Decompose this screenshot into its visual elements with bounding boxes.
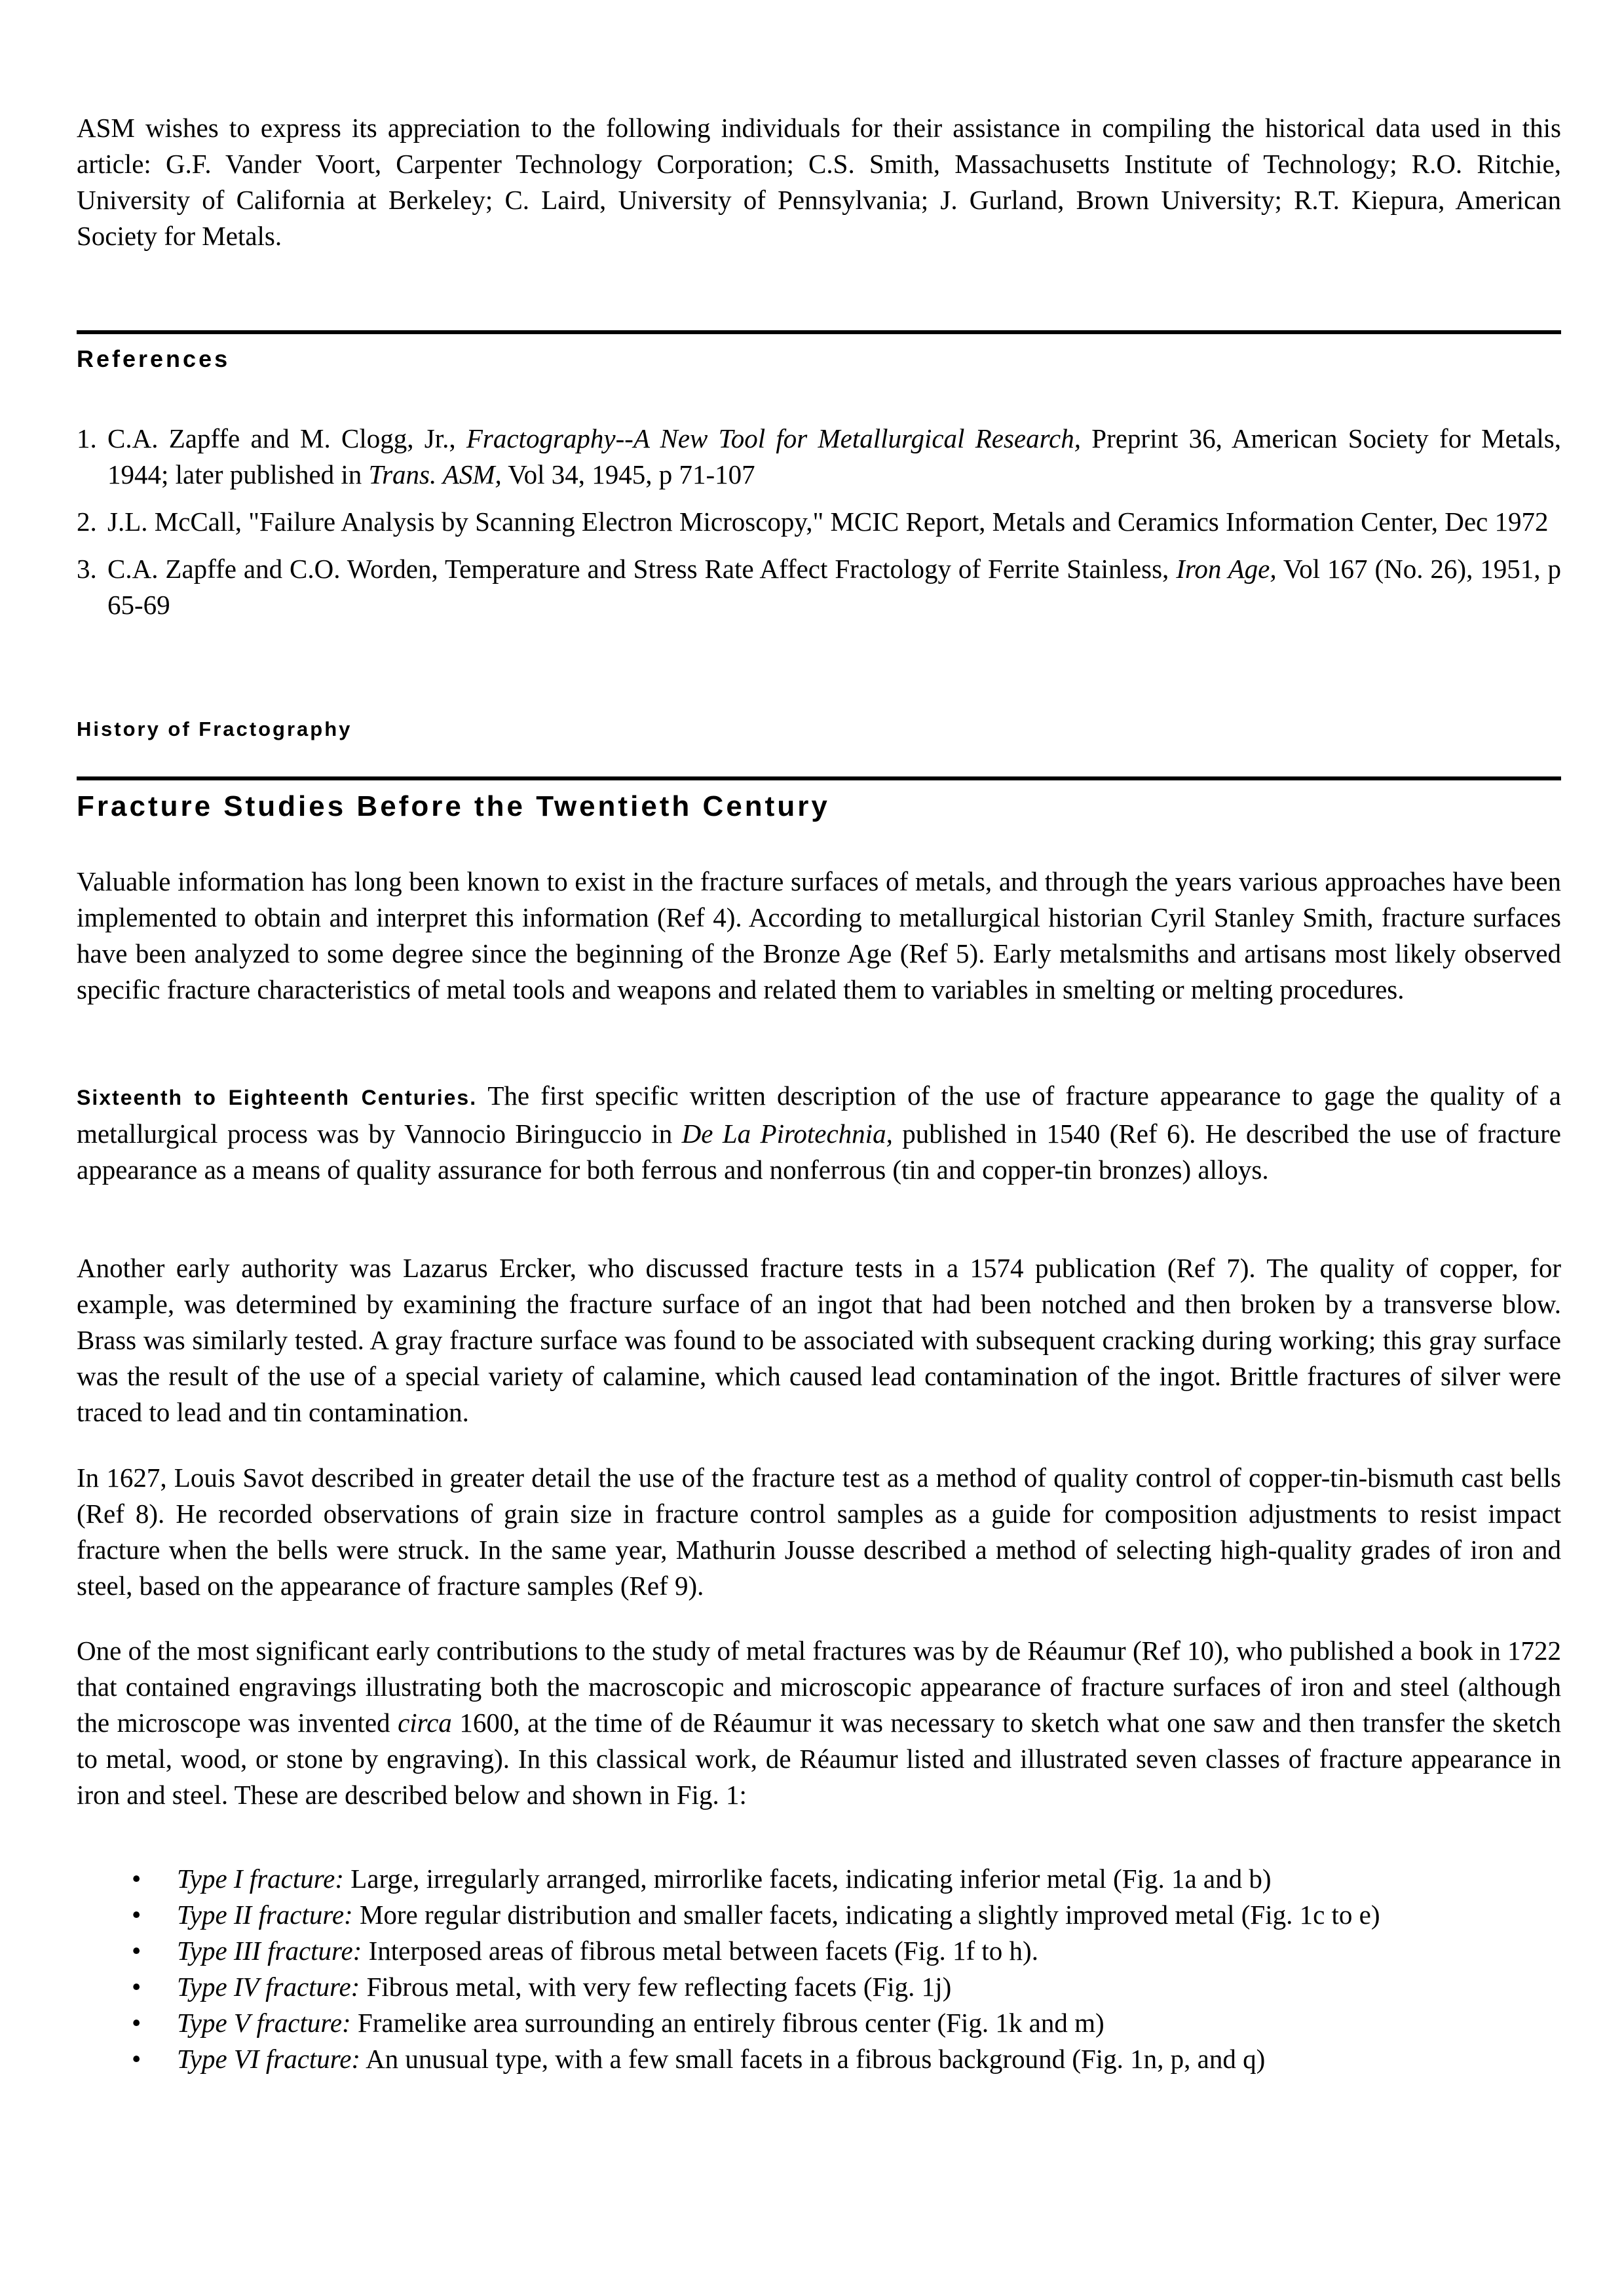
- reference-item: [77, 421, 1561, 493]
- paragraph: Valuable information has long been known to exist in the fracture surfaces of metals, and through the years various approaches have been implemented to obtain and interpret this information (Ref 4). According to metallurgical historian Cyril Stanley Smith, fracture surfaces have been analyzed to some degree since the beginning of the Bronze Age (Ref 5). Early metalsmiths and artisans most likely observed specific fracture characteristics of metal tools and weapons and related them to variables in smelting or melting procedures.: [77, 866, 1561, 1004]
- reference-text: Preprint 36, American Society for Metals, 1944; later published in: [107, 423, 1561, 489]
- reference-journal: Trans. ASM,: [368, 459, 502, 489]
- reference-item: [77, 551, 1561, 623]
- fracture-type-description: Large, irregularly arranged, mirrorlike facets, indicating inferior metal (Fig. 1a and b): [344, 1864, 1272, 1894]
- fracture-type-term: Type VI fracture:: [177, 2044, 361, 2074]
- list-item: [77, 1933, 1561, 1969]
- paragraph-text: The first specific written description of the use of fracture appearance to gage the quality of a metallurgical process was by Vannocio Biringuccio in: [77, 1081, 1562, 1149]
- reference-journal: Iron Age,: [1176, 554, 1277, 584]
- book-title: De La Pirotechnia,: [681, 1119, 893, 1149]
- fracture-type-description: Framelike area surrounding an entirely fibrous center (Fig. 1k and m): [350, 2008, 1105, 2038]
- reference-text: Vol 34, 1945, p 71-107: [501, 459, 755, 489]
- list-item: [77, 2041, 1561, 2077]
- reference-number: 3.: [77, 554, 97, 584]
- run-in-heading: Sixteenth to Eighteenth Centuries.: [77, 1086, 478, 1109]
- bullet-icon: •: [132, 2044, 142, 2074]
- references-list: [77, 421, 1561, 634]
- fracture-type-term: Type III fracture:: [177, 1936, 362, 1966]
- history-heading: History of Fractography: [77, 718, 352, 740]
- bullet-icon: •: [132, 2008, 142, 2038]
- paragraph: Another early authority was Lazarus Ercker, who discussed fracture tests in a 1574 publication (Ref 7). The quality of copper, for example, was determined by examining the fracture surface of an ingot that had been notched and then broken by a transverse blow. Brass was similarly tested. A gray fracture surface was found to be associated with subsequent cracking during working; this gray surface was the result of the use of a special variety of calamine, which caused lead contamination of the ingot. Brittle fractures of silver were traced to lead and tin contamination.: [77, 1253, 1561, 1427]
- section-divider: [77, 330, 1561, 334]
- list-item: [77, 2005, 1561, 2041]
- reference-number: 1.: [77, 423, 97, 453]
- reference-text: C.A. Zapffe and M. Clogg, Jr.,: [107, 423, 466, 453]
- fracture-type-term: Type I fracture:: [177, 1864, 345, 1894]
- fracture-type-term: Type V fracture:: [177, 2008, 351, 2038]
- reference-text: Vol 167 (No. 26), 1951, p 65-69: [107, 554, 1562, 620]
- reference-number: 2.: [77, 507, 97, 537]
- paragraph-text: One of the most significant early contributions to the study of metal fractures was by de Réaumur (Ref 10), who published a book in 1722 that contained engravings illustrating both the macroscopic and microscopic appearance of fracture surfaces of iron and steel (although the microscope was invented: [77, 1636, 1561, 1738]
- section-heading: Fracture Studies Before the Twentieth Century: [77, 790, 830, 822]
- paragraph: [77, 1078, 1561, 1188]
- list-item: [77, 1969, 1561, 2005]
- reference-text: C.A. Zapffe and C.O. Worden, Temperature and Stress Rate Affect Fractology of Ferrite Stainless,: [107, 554, 1177, 584]
- paragraph-text: 1600, at the time of de Réaumur it was necessary to sketch what one saw and then transfer the sketch to metal, wood, or stone by engraving). In this classical work, de Réaumur listed and illustrated seven classes of fracture appearance in iron and steel. These are described below and shown in Fig. 1:: [77, 1708, 1562, 1810]
- references-heading: References: [77, 345, 231, 372]
- fracture-type-description: Fibrous metal, with very few reflecting facets (Fig. 1j): [360, 1972, 952, 2002]
- reference-item: [77, 504, 1561, 540]
- fracture-type-description: An unusual type, with a few small facets in a fibrous background (Fig. 1n, p, and q): [360, 2044, 1266, 2074]
- bullet-icon: •: [132, 1972, 142, 2002]
- reference-title: Fractography--A New Tool for Metallurgical Research,: [466, 423, 1081, 453]
- fracture-type-term: Type II fracture:: [177, 1900, 353, 1930]
- fracture-type-term: Type IV fracture:: [177, 1972, 360, 2002]
- list-item: [77, 1861, 1561, 1897]
- bullet-icon: •: [132, 1936, 142, 1966]
- list-item: [77, 1897, 1561, 1933]
- emphasis: circa: [398, 1708, 452, 1738]
- acknowledgment-paragraph: ASM wishes to express its appreciation to the following individuals for their assistance in compiling the historical data used in this article: G.F. Vander Voort, Carpenter Technology Corporation; C.S. Smith, Massachusetts Institute of Technology; R.O. Ritchie, University of California at Berkeley; C. Laird, University of Pennsylvania; J. Gurland, Brown University; R.T. Kiepura, American Society for Metals.: [77, 113, 1561, 251]
- bullet-icon: •: [132, 1864, 142, 1894]
- paragraph: In 1627, Louis Savot described in greater detail the use of the fracture test as a method of quality control of copper-tin-bismuth cast bells (Ref 8). He recorded observations of grain size in fracture control samples as a guide for composition adjustments to resist impact fracture when the bells were struck. In the same year, Mathurin Jousse described a method of selecting high-quality grades of iron and steel, based on the appearance of fracture samples (Ref 9).: [77, 1463, 1561, 1601]
- fracture-types-list: [77, 1861, 1561, 2077]
- bullet-icon: •: [132, 1900, 142, 1930]
- fracture-type-description: Interposed areas of fibrous metal between facets (Fig. 1f to h).: [362, 1936, 1038, 1966]
- section-divider: [77, 776, 1561, 780]
- reference-text: J.L. McCall, "Failure Analysis by Scanning Electron Microscopy," MCIC Report, Metals and Ceramics Information Center, Dec 1972: [107, 507, 1549, 537]
- paragraph: [77, 1633, 1561, 1813]
- fracture-type-description: More regular distribution and smaller facets, indicating a slightly improved metal (Fig. 1c to e): [352, 1900, 1380, 1930]
- paragraph-text: published in 1540 (Ref 6). He described the use of fracture appearance as a means of quality assurance for both ferrous and nonferrous (tin and copper-tin bronzes) alloys.: [77, 1119, 1562, 1185]
